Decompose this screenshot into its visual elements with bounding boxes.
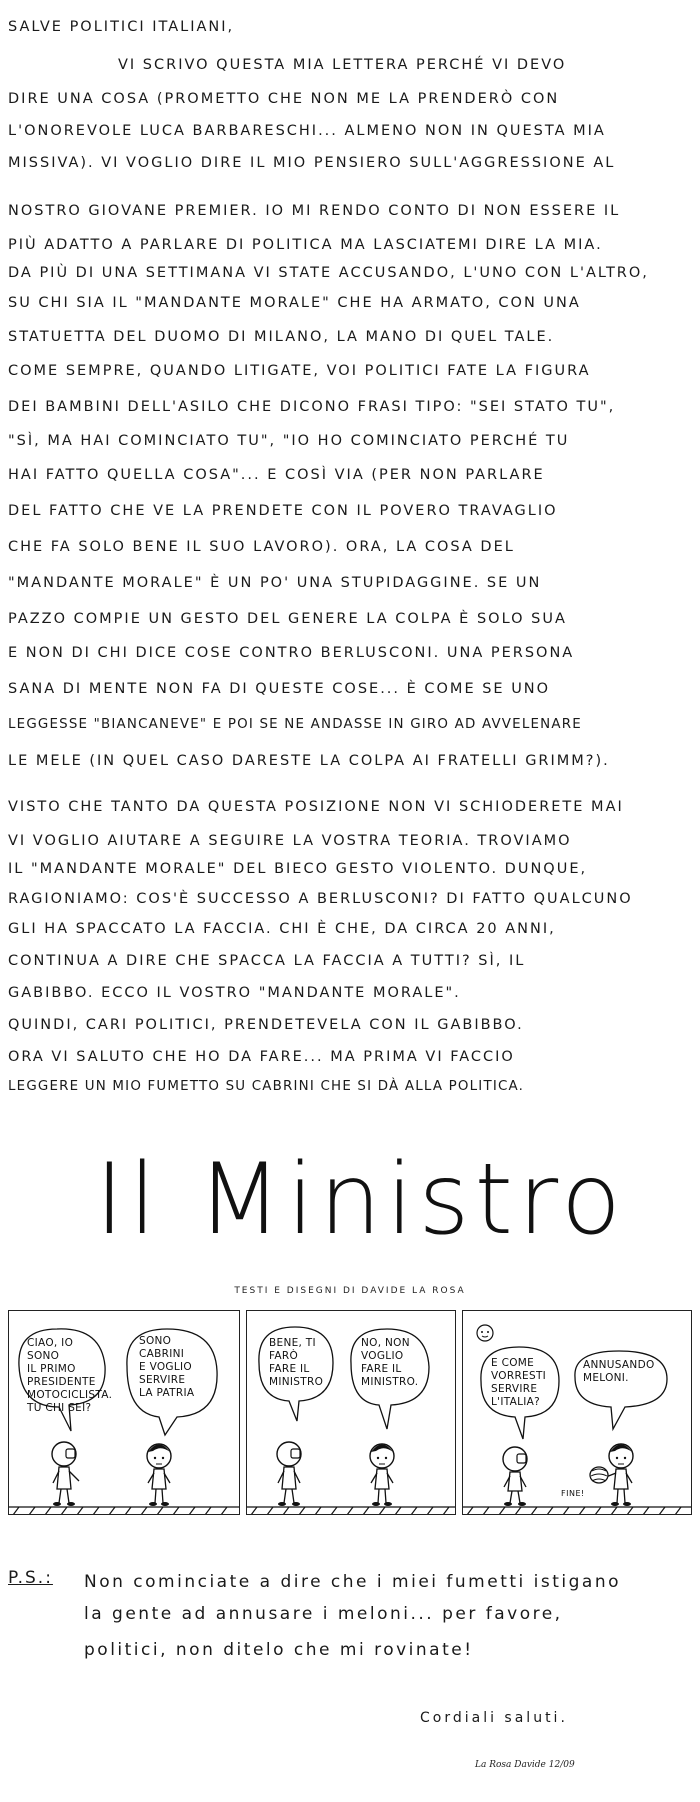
letter-line: L'ONOREVOLE LUCA BARBARESCHI... ALMENO NON IN QUESTA MIA xyxy=(8,123,606,139)
ground-hatching xyxy=(9,1507,240,1515)
ground-hatching xyxy=(463,1507,692,1515)
letter-line: STATUETTA DEL DUOMO DI MILANO, LA MANO DI QUEL TALE. xyxy=(8,329,555,345)
letter-line: QUINDI, CARI POLITICI, PRENDETEVELA CON IL GABIBBO. xyxy=(8,1017,524,1033)
letter-line: PIÙ ADATTO A PARLARE DI POLITICA MA LASCIATEMI DIRE LA MIA. xyxy=(8,237,603,253)
letter-line: VISTO CHE TANTO DA QUESTA POSIZIONE NON VI SCHIODERETE MAI xyxy=(8,799,624,815)
cabrini-figure xyxy=(606,1444,633,1506)
letter-line: PAZZO COMPIE UN GESTO DEL GENERE LA COLPA È SOLO SUA xyxy=(8,611,567,627)
panel-2-bubble-left-text: BENE, TI FARÒ FARE IL MINISTRO xyxy=(269,1337,324,1388)
letter-line: LEGGERE UN MIO FUMETTO SU CABRINI CHE SI DÀ ALLA POLITICA. xyxy=(8,1079,525,1094)
comic-credits: TESTI E DISEGNI DI DAVIDE LA ROSA xyxy=(234,1286,466,1296)
letter-line: E NON DI CHI DICE COSE CONTRO BERLUSCONI. UNA PERSONA xyxy=(8,645,575,661)
letter-greeting: SALVE POLITICI ITALIANI, xyxy=(8,19,235,35)
letter-line: DEI BAMBINI DELL'ASILO CHE DICONO FRASI TIPO: "SEI STATO TU", xyxy=(8,399,616,415)
postscript-label: P.S.: xyxy=(8,1568,53,1588)
letter-line: CONTINUA A DIRE CHE SPACCA LA FACCIA A TUTTI? SÌ, IL xyxy=(8,953,526,969)
letter-line: NOSTRO GIOVANE PREMIER. IO MI RENDO CONTO DI NON ESSERE IL xyxy=(8,203,621,219)
letter-line: HAI FATTO QUELLA COSA"... E COSÌ VIA (PER NON PARLARE xyxy=(8,467,545,483)
letter-line: COME SEMPRE, QUANDO LITIGATE, VOI POLITICI FATE LA FIGURA xyxy=(8,363,591,379)
letter-line: CHE FA SOLO BENE IL SUO LAVORO). ORA, LA COSA DEL xyxy=(8,539,515,555)
letter-line: GLI HA SPACCATO LA FACCIA. CHI È CHE, DA CIRCA 20 ANNI, xyxy=(8,921,556,937)
letter-line: LEGGESSE "BIANCANEVE" E POI SE NE ANDASSE IN GIRO AD AVVELENARE xyxy=(8,717,582,732)
comic-strip xyxy=(8,1310,692,1520)
letter-line: ORA VI SALUTO CHE HO DA FARE... MA PRIMA VI FACCIO xyxy=(8,1049,515,1065)
comic-end-label: FINE! xyxy=(561,1489,585,1498)
cabrini-figure xyxy=(147,1444,171,1506)
letter-line: SANA DI MENTE NON FA DI QUESTE COSE... È COME SE UNO xyxy=(8,681,551,697)
postscript-line: la gente ad annusare i meloni... per favore, xyxy=(84,1604,563,1624)
closing-salutation: Cordiali saluti. xyxy=(420,1710,568,1726)
letter-line: MISSIVA). VI VOGLIO DIRE IL MIO PENSIERO SULL'AGGRESSIONE AL xyxy=(8,155,616,171)
melon-icon xyxy=(590,1467,608,1483)
author-signature: La Rosa Davide 12/09 xyxy=(475,1760,575,1770)
letter-line: VI VOGLIO AIUTARE A SEGUIRE LA VOSTRA TEORIA. TROVIAMO xyxy=(8,833,572,849)
panel-1-bubble-left-text: CIAO, IO SONO IL PRIMO PRESIDENTE MOTOCICLISTA. TU CHI SEI? xyxy=(27,1337,113,1414)
ground-hatching xyxy=(247,1507,456,1515)
panel-3-drawing xyxy=(463,1311,692,1515)
postscript-line: politici, non ditelo che mi rovinate! xyxy=(84,1640,474,1660)
letter-line: "MANDANTE MORALE" È UN PO' UNA STUPIDAGGINE. SE UN xyxy=(8,575,542,591)
motorcyclist-figure xyxy=(52,1442,79,1506)
letter-line: IL "MANDANTE MORALE" DEL BIECO GESTO VIOLENTO. DUNQUE, xyxy=(8,861,588,877)
letter-line: DA PIÙ DI UNA SETTIMANA VI STATE ACCUSANDO, L'UNO CON L'ALTRO, xyxy=(8,265,649,281)
letter-line: RAGIONIAMO: COS'È SUCCESSO A BERLUSCONI? DI FATTO QUALCUNO xyxy=(8,891,633,907)
motorcyclist-figure xyxy=(503,1447,527,1506)
letter-line: "SÌ, MA HAI COMINCIATO TU", "IO HO COMINCIATO PERCHÉ TU xyxy=(8,433,570,449)
comic-panel-3 xyxy=(462,1310,692,1515)
letter-line: SU CHI SIA IL "MANDANTE MORALE" CHE HA ARMATO, CON UNA xyxy=(8,295,581,311)
panel-2-bubble-right-text: NO, NON VOGLIO FARE IL MINISTRO. xyxy=(361,1337,419,1388)
sun-icon xyxy=(477,1325,493,1341)
letter-line: DEL FATTO CHE VE LA PRENDETE CON IL POVERO TRAVAGLIO xyxy=(8,503,558,519)
motorcyclist-figure xyxy=(277,1442,301,1506)
postscript-line: Non cominciate a dire che i miei fumetti istigano xyxy=(84,1572,621,1592)
panel-3-bubble-left-text: E COME VORRESTI SERVIRE L'ITALIA? xyxy=(491,1357,547,1408)
comic-panel-2 xyxy=(246,1310,456,1515)
panel-1-bubble-right-text: SONO CABRINI E VOGLIO SERVIRE LA PATRIA xyxy=(139,1335,195,1399)
letter-line: DIRE UNA COSA (PROMETTO CHE NON ME LA PRENDERÒ CON xyxy=(8,91,560,107)
panel-3-bubble-right-text: ANNUSANDO MELONI. xyxy=(583,1359,655,1384)
comic-title: Il Ministro xyxy=(95,1143,626,1257)
cabrini-figure xyxy=(370,1444,394,1506)
letter-line: LE MELE (IN QUEL CASO DARESTE LA COLPA AI FRATELLI GRIMM?). xyxy=(8,753,610,769)
letter-line: VI SCRIVO QUESTA MIA LETTERA PERCHÉ VI DEVO xyxy=(118,57,567,73)
letter-line: GABIBBO. ECCO IL VOSTRO "MANDANTE MORALE". xyxy=(8,985,461,1001)
comic-panel-1 xyxy=(8,1310,240,1515)
